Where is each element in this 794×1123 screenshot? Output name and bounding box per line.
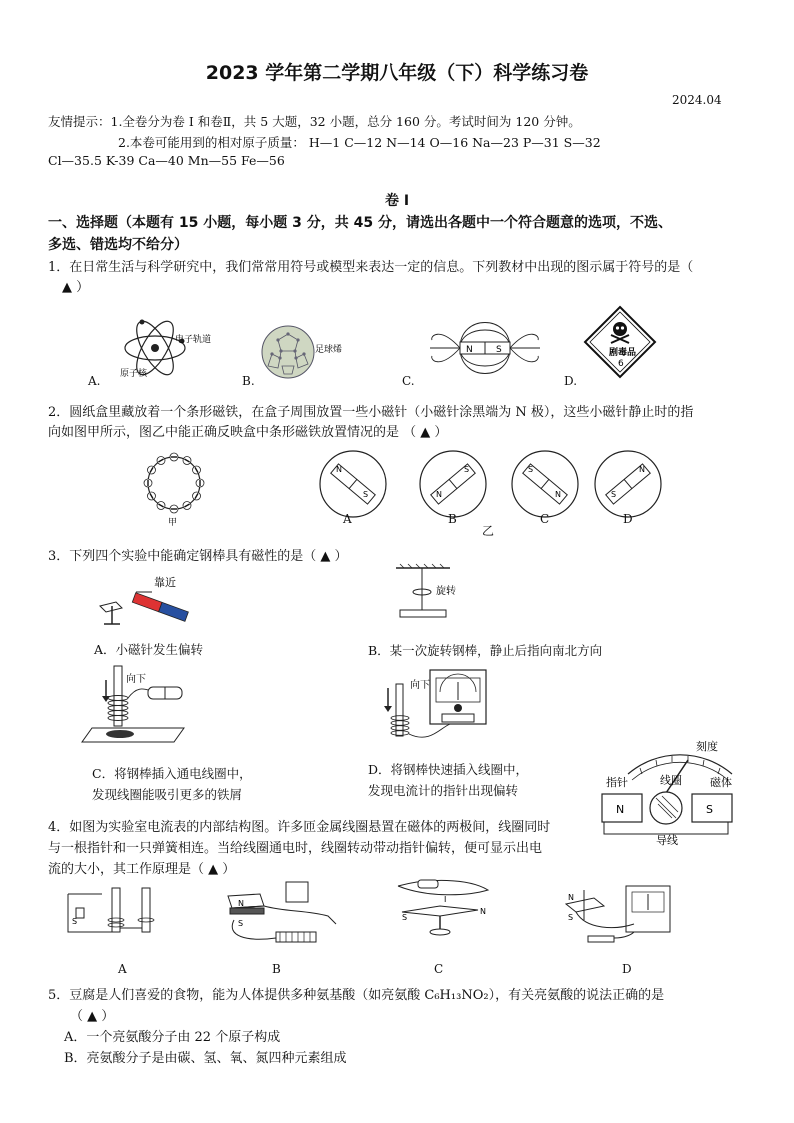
ammeter-structure-figure <box>600 738 750 848</box>
magnetic-field-figure <box>430 316 540 380</box>
q4-option-d-figure <box>556 880 676 952</box>
option-b-s: S <box>464 465 470 474</box>
magnet-n-label: N <box>466 345 473 355</box>
q1-option-b: B. <box>242 374 255 388</box>
compass-ring-figure <box>134 445 214 528</box>
q4-option-b-figure <box>216 876 346 954</box>
poison-class: 6 <box>618 359 624 369</box>
q1-option-d: D. <box>564 374 578 388</box>
wire-label: 导线 <box>656 834 678 847</box>
q4-option-c-figure <box>388 876 498 942</box>
q1-stem-line2: ▲ ） <box>62 280 90 295</box>
q2-option-b: B <box>448 512 457 526</box>
q4-option-a: A <box>118 962 127 976</box>
q1-option-c: C. <box>402 374 415 388</box>
near-label: 靠近 <box>154 576 176 589</box>
q3-induction-figure <box>380 668 500 748</box>
nucleus-label: 原子核 <box>120 369 148 379</box>
ammeter-s-label: S <box>706 803 713 816</box>
q3-option-c-line1: C．将钢棒插入通电线圈中， <box>92 766 252 781</box>
q4-stem-line3: 流的大小，其工作原理是（ ▲ ） <box>48 862 236 877</box>
svg-text:N: N <box>238 899 244 908</box>
q5-option-b: B．亮氨酸分子是由碳、氢、氧、氮四种元素组成 <box>64 1051 347 1066</box>
yi-label: 乙 <box>482 524 495 538</box>
option-a-n: N <box>336 465 342 474</box>
q2-option-d: D <box>623 512 633 526</box>
rotate-label: 旋转 <box>436 586 456 597</box>
q4-stem-line1: 4．如图为实验室电流表的内部结构图。许多匝金属线圈悬置在磁体的两极间，线圈同时 <box>48 820 551 835</box>
q3-stem: 3．下列四个实验中能确定钢棒具有磁性的是（ ▲ ） <box>48 549 348 564</box>
q3-option-a: A．小磁针发生偏转 <box>94 642 204 657</box>
svg-text:S: S <box>402 913 408 922</box>
magnet-s-label: S <box>496 345 502 355</box>
volume-heading: 卷 I <box>384 193 410 209</box>
page-title: 2023 学年第二学期八年级（下）科学练习卷 <box>205 62 589 84</box>
q2-option-a: A <box>343 512 352 526</box>
q1-option-a: A. <box>88 374 101 388</box>
q3-option-c-line2: 发现线圈能吸引更多的铁屑 <box>92 787 243 802</box>
tip-line-2: 2.本卷可能用到的相对原子质量： H—1 C—12 N—14 O—16 Na—23 P—31 S—32 <box>118 135 601 150</box>
q5-stem-line2: （ ▲ ） <box>70 1009 115 1024</box>
q3-option-b: B．某一次旋转钢棒，静止后指向南北方向 <box>368 643 603 658</box>
q3-electromagnet-figure <box>78 662 188 752</box>
svg-text:I: I <box>444 895 447 904</box>
q5-option-a: A．一个亮氨酸分子由 22 个原子构成 <box>64 1030 281 1045</box>
orbit-label: 电子轨道 <box>175 335 212 345</box>
option-a-s: S <box>363 490 369 499</box>
q2-option-c: C <box>540 512 550 526</box>
option-d-n: N <box>639 465 645 474</box>
q3-hanging-rod-figure <box>392 562 472 628</box>
svg-text:S: S <box>568 913 574 922</box>
q3-option-d-line1: D．将钢棒快速插入线圈中， <box>368 762 529 777</box>
pointer-label: 指针 <box>606 776 628 789</box>
section1-heading-line2: 多选、错选均不给分） <box>48 237 188 253</box>
atom-model-figure <box>120 310 230 385</box>
magnet-label: 磁体 <box>710 776 732 789</box>
q4-option-a-figure <box>62 880 172 942</box>
q3-compass-figure <box>92 572 192 632</box>
poison-sign-figure <box>583 305 658 380</box>
q2-stem-line2: 向如图甲所示，图乙中能正确反映盒中条形磁铁放置情况的是 （ ▲ ） <box>48 425 448 440</box>
scale-label: 刻度 <box>696 740 718 753</box>
q4-option-b: B <box>272 962 281 976</box>
tip-line-3: Cl—35.5 K-39 Ca—40 Mn—55 Fe—56 <box>48 153 285 168</box>
option-c-s: S <box>528 465 534 474</box>
tip-line-1: 友情提示：1.全卷分为卷 I 和卷Ⅱ，共 5 大题，32 小题，总分 160 分。考试时间为 120 分钟。 <box>48 114 581 129</box>
section1-heading-line1: 一、选择题（本题有 15 小题，每小题 3 分，共 45 分，请选出各题中一个符合题意的选项，不选、 <box>48 215 672 231</box>
svg-text:N: N <box>568 893 574 902</box>
option-c-n: N <box>555 490 561 499</box>
option-b-n: N <box>436 490 442 499</box>
fullerene-label: 足球烯 <box>315 345 343 355</box>
q5-stem-line1: 5．豆腐是人们喜爱的食物，能为人体提供多种氨基酸（如亮氨酸 C₆H₁₃NO₂），有关亮氨酸的说法正确的是 <box>48 988 665 1003</box>
ammeter-n-label: N <box>616 803 625 816</box>
q4-stem-line2: 与一根指针和一只弹簧相连。当给线圈通电时，线圈转动带动指针偏转，便可显示出电 <box>48 841 543 856</box>
q3-option-d-line2: 发现电流计的指针出现偏转 <box>368 783 519 798</box>
down-label-c: 向下 <box>126 674 146 685</box>
q4-option-d: D <box>622 962 632 976</box>
coil-label: 线圈 <box>660 774 682 787</box>
poison-label: 剧毒品 <box>609 348 637 358</box>
svg-text:S: S <box>72 917 78 926</box>
jia-label: 甲 <box>168 518 178 528</box>
q2-stem-line1: 2．圆纸盒里藏放着一个条形磁铁，在盒子周围放置一些小磁针（小磁针涂黑端为 N 极），这些小磁针静止时的指 <box>48 405 694 420</box>
svg-text:S: S <box>238 919 244 928</box>
exam-date: 2024.04 <box>672 93 722 107</box>
q4-option-c: C <box>434 962 444 976</box>
q1-stem-line1: 1．在日常生活与科学研究中，我们常常用符号或模型来表达一定的信息。下列教材中出现的图示属于符号的是（ <box>48 260 694 275</box>
svg-text:N: N <box>480 907 486 916</box>
down-label-d: 向下 <box>410 680 430 691</box>
option-d-s: S <box>611 490 617 499</box>
fullerene-figure <box>258 322 358 382</box>
